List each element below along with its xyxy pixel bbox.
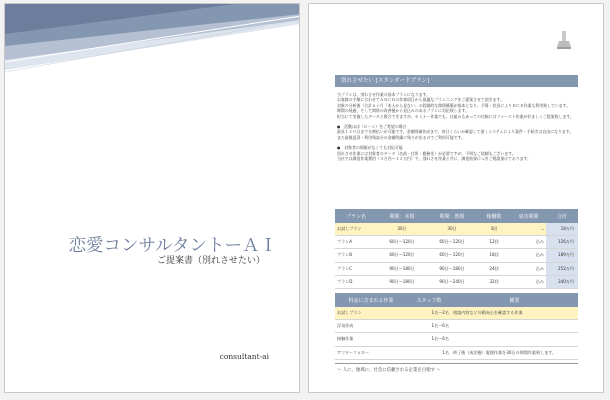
period-married: 90日〜240日 — [427, 275, 477, 288]
column-header: 概要 — [451, 293, 578, 307]
success-period: 込み — [511, 262, 546, 275]
success-period: 込み — [511, 275, 546, 288]
work-summary: 終了後（成功後）電報作業を30日の期間作業致します。 — [451, 346, 578, 359]
column-header: 合計 — [546, 209, 578, 223]
total-price: 340万円 — [546, 275, 578, 288]
work-count: 24回 — [477, 262, 511, 275]
table-row — [335, 346, 578, 359]
period-single: 90日〜180日 — [377, 262, 427, 275]
table-row — [335, 275, 578, 288]
point1-line: 最長１２０日まで分割払いが可能です。金額明細作成まで、何日くらいか確認して頂くシステムにより案件・手続きは自由になります。 — [337, 129, 574, 135]
work-count: 32回 — [477, 275, 511, 288]
total-price: 18万円 — [546, 223, 578, 236]
cover-header-graphic — [5, 4, 300, 84]
work-name: アフターフォロー — [335, 346, 407, 359]
works-table-header — [335, 293, 578, 307]
column-header: 期間：未婚 — [377, 209, 427, 223]
total-price: 126万円 — [546, 236, 578, 249]
table-row — [335, 236, 578, 249]
plan-name: お試しプラン — [335, 223, 377, 236]
work-name: 接触作業 — [335, 333, 407, 346]
success-period: 込み — [511, 236, 546, 249]
cover-footer: consultant-ai — [219, 352, 269, 361]
period-single: 30日 — [377, 223, 427, 236]
period-married: 60日〜120日 — [427, 249, 477, 262]
column-header: 料金に含まれる作業 — [335, 293, 407, 307]
period-single: 60日〜120日 — [377, 249, 427, 262]
plan-name: プランB — [335, 249, 377, 262]
staff-count: 1名〜6名 — [407, 333, 451, 346]
plan-name: プランD — [335, 275, 377, 288]
table-row — [335, 223, 578, 236]
point2-line: 別れさせ作業には対象者のデータ（名前・住所・勤務先）が必要ですが、不明なご依頼もございます。 — [337, 150, 516, 156]
work-summary: 相談内容などの動向心を確認する作業 — [451, 307, 578, 320]
plan-table — [335, 209, 578, 289]
staff-count: 1名〜6名 — [407, 320, 451, 333]
column-header: プラン名 — [335, 209, 377, 223]
period-married: 90日〜180日 — [427, 262, 477, 275]
work-summary — [451, 320, 578, 333]
section-title: 別れさせたい [スタンダードプラン] — [335, 75, 578, 87]
works-table — [335, 293, 578, 360]
staff-count: 1名〜2名 — [407, 307, 451, 320]
period-married: 60日〜120日 — [427, 236, 477, 249]
column-header: 期間：既婚 — [427, 209, 477, 223]
work-name: 浮気作成 — [335, 320, 407, 333]
column-header: 成功期間 — [511, 209, 546, 223]
work-summary — [451, 333, 578, 346]
plan-name: プランC — [335, 262, 377, 275]
plan-name: プランA — [335, 236, 377, 249]
point2-heading: ● 対象者の情報がなくても対応可能 — [337, 145, 403, 151]
success-period: 込み — [511, 249, 546, 262]
point1-line: また最後返済・利用残高分の金額明細に残りが出るのでご利用可能です。 — [337, 134, 466, 140]
period-single: 90日〜180日 — [377, 275, 427, 288]
column-header: スタッフ数 — [407, 293, 451, 307]
company-logo — [557, 31, 571, 49]
total-price: 252万円 — [546, 262, 578, 275]
intro-line: お客様の手順に合わせてＡＢＣＤの作業項目から最適なプランニングをご提案させて頂きます。 — [337, 97, 504, 103]
intro-line: 担当にて実施したデータと照合できますが、セミナー作業でも、仕組みもあっての比較にはファースト作業が好ましくご提案致します。 — [337, 113, 574, 119]
period-single: 60日〜120日 — [377, 236, 427, 249]
table-row — [335, 262, 578, 275]
total-price: 189万円 — [546, 249, 578, 262]
cover-title: 恋愛コンサルタントーＡＩ — [68, 236, 277, 256]
table-row — [335, 307, 578, 320]
footer-divider — [335, 363, 578, 364]
point1-heading: ● 活動ほぼ（ローン）をご希望の場合 — [337, 124, 407, 130]
footer-slogan: 〜 人に、地域に、社会に信頼される企業を目指す 〜 — [337, 368, 441, 373]
plan-table-header — [335, 209, 578, 223]
intro-text — [337, 92, 577, 161]
cover-page — [4, 3, 300, 393]
column-header: 稼働数 — [477, 209, 511, 223]
detail-page — [308, 3, 604, 393]
cover-subtitle: ご提案書（別れさせたい） — [156, 256, 265, 266]
work-count: 3回 — [477, 223, 511, 236]
intro-line: 当プランは、別れさせ作業の基本プランになります。 — [337, 92, 431, 97]
table-row — [335, 320, 578, 333]
intro-line: 対象の分析後（合計６ヶ月「本人から見ない」の段階的な関係構築が基本となり、予算・状況によりＢＣＤ作業も利用致しています。 — [337, 102, 571, 108]
intro-line: 期間の経過、そして関係の改善後から見込みのあるプランに対応致します。 — [337, 108, 469, 114]
table-row — [335, 333, 578, 346]
work-count: 12回 — [477, 236, 511, 249]
point2-line: 当社では調査作業費用（５万円〜１２万円）で、別れさせ作業と共に、調査結果につきご相談頂けております。 — [337, 156, 532, 162]
work-name: お試しプラン — [335, 307, 407, 320]
table-row — [335, 249, 578, 262]
period-married: 30日 — [427, 223, 477, 236]
staff-count: 1名 — [407, 346, 451, 359]
work-count: 18回 — [477, 249, 511, 262]
success-period: -- — [511, 223, 546, 236]
